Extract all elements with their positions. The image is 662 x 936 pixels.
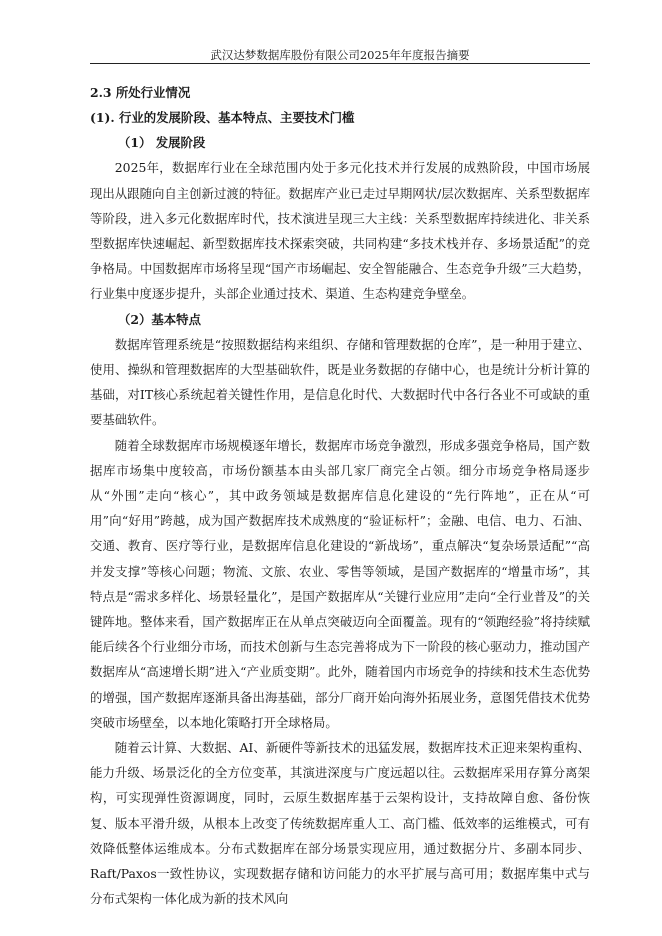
- subsection-title: (1). 行业的发展阶段、基本特点、主要技术门槛: [90, 110, 355, 125]
- paragraph-features-3: 随着云计算、大数据、AI、新硬件等新技术的迅猛发展，数据库技术正迎来架构重构、能力升级、场景泛化的全方位变革，其演进深度与广度远超以往。云数据库采用存算分离架构，可实现弹性资源调度，同时，云原生数据库基于云架构设计，支持故障自愈、备份恢复、版本平滑升级，从根本上改变了传统数据库重人工、高门槛、低效率的运维模式，可有效降低整体运维成本。分布式数据库在部分场景实现应用，通过数据分片、多副本同步、Raft/Paxos一致性协议，实现数据存储和访问能力的水平扩展与高可用；数据库集中式与分布式架构一体化成为新的技术风向: [90, 740, 590, 907]
- section-title: 2.3 所处行业情况: [90, 85, 191, 100]
- paragraph-features-2: 随着全球数据库市场规模逐年增长，数据库市场竞争激烈，形成多强竞争格局，国产数据库市场集中度较高，市场份额基本由头部几家厂商完全占领。细分市场竞争格局逐步从“外围”走向“核心”，其中政务领域是数据库信息化建设的“先行阵地”，正在从“可用”向“好用”跨越，成为国产数据库技术成熟度的“验证标杆”；金融、电信、电力、石油、交通、教育、医疗等行业，是数据库信息化建设的“新战场”，重点解决“复杂场景适配”“高并发支撑”等核心问题；物流、文旅、农业、零售等领域，是国产数据库的“增量市场”，其特点是“需求多样化、场景轻量化”，是国产数据库从“关键行业应用”走向“全行业普及”的关键阵地。整体来看，国产数据库正在从单点突破迈向全面覆盖。现有的“领跑经验”将持续赋能后续各个行业细分市场，而技术创新与生态完善将成为下一阶段的核心驱动力，推动国产数据库从“高速增长期”进入“产业质变期”。此外，随着国内市场竞争的持续和技术生态优势的增强，国产数据库逐渐具备出海基础，部分厂商开始向海外拓展业务，意图凭借技术优势突破市场壁垒，以本地化策略打开全球格局。: [90, 437, 590, 730]
- header-rule: [90, 63, 590, 64]
- paragraph-development-stage: 2025年，数据库行业在全球范围内处于多元化技术并行发展的成熟阶段，中国市场展现出从跟随向自主创新过渡的特征。数据库产业已走过早期网状/层次数据库、关系型数据库等阶段，进入多元化数据库时代，技术演进呈现三大主线：关系型数据库持续进化、非关系型数据库快速崛起、新型数据库技术探索突破，共同构建“多技术栈并存、多场景适配”的竞争格局。中国数据库市场将呈现“国产市场崛起、安全智能融合、生态竞争升级”三大趋势，行业集中度逐步提升，头部企业通过技术、渠道、生态构建竞争壁垒。: [90, 160, 590, 302]
- heading-development-stage: （1） 发展阶段: [118, 135, 206, 151]
- running-header: 武汉达梦数据库股份有限公司2025年年度报告摘要: [210, 48, 470, 62]
- body-content: [90, 80, 590, 912]
- heading-basic-features: （2）基本特点: [118, 311, 201, 327]
- paragraph-features-1: 数据库管理系统是“按照数据结构来组织、存储和管理数据的仓库”，是一种用于建立、使用、操纵和管理数据库的大型基础软件，既是业务数据的存储中心，也是统计分析计算的基础，对IT核心系统起着关键性作用，是信息化时代、大数据时代中各行各业不可或缺的重要基础软件。: [90, 336, 590, 428]
